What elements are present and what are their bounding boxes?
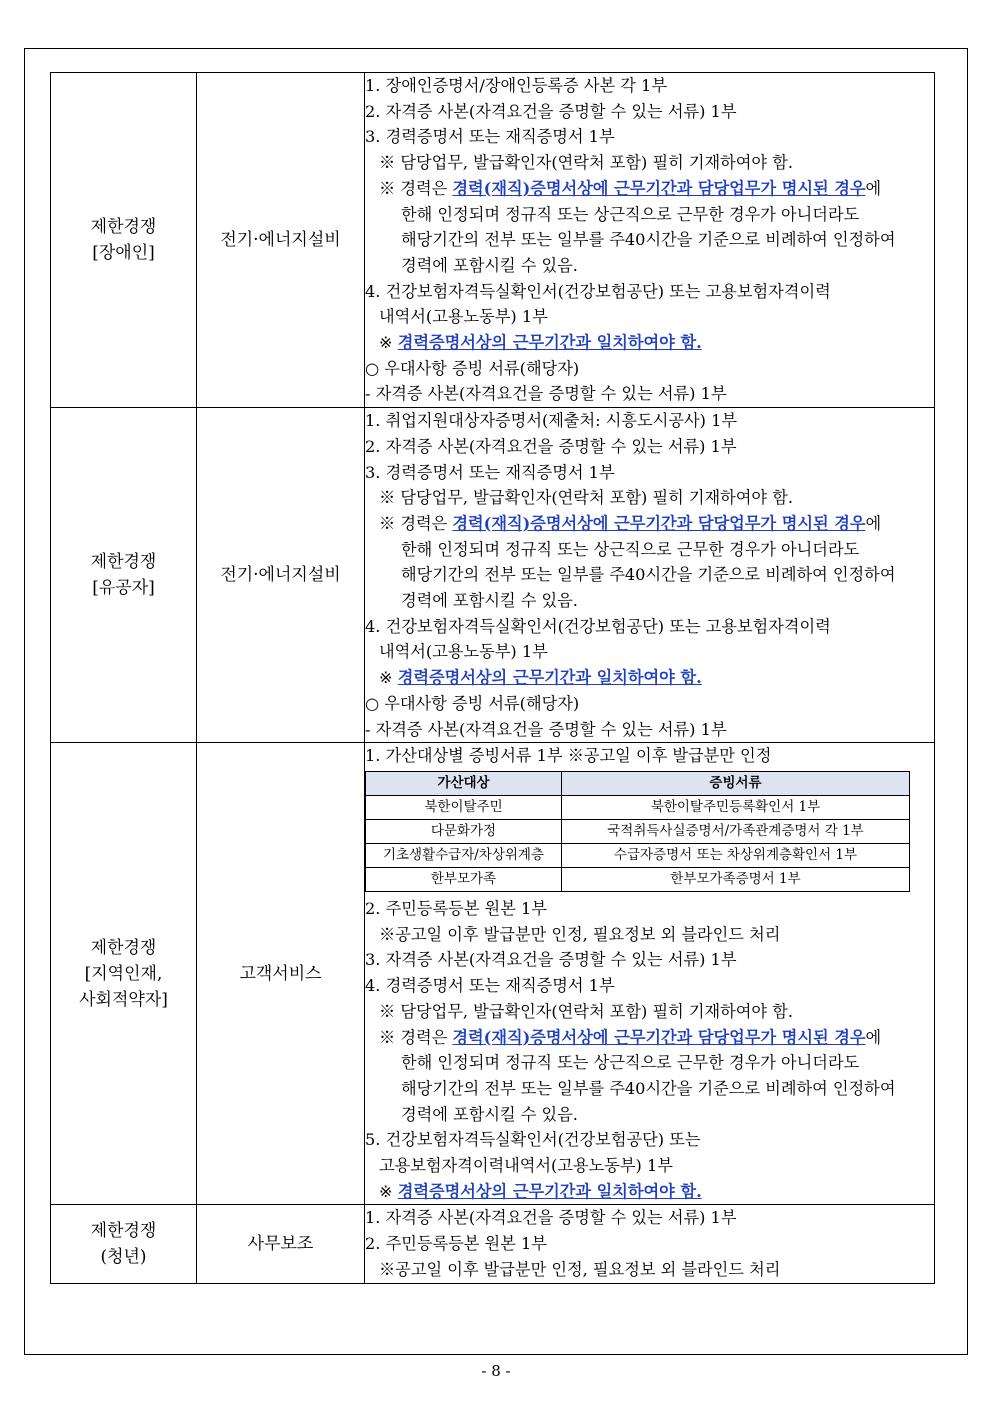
category-cell bbox=[51, 1205, 197, 1283]
note-prefix: ※ bbox=[379, 333, 398, 353]
category-label-line: [장애인] bbox=[92, 243, 155, 264]
highlighted-note: 경력증명서상의 근무기간과 일치하여야 함. bbox=[397, 668, 702, 688]
category-label-line: 제한경쟁 bbox=[90, 937, 157, 958]
table-row bbox=[51, 408, 935, 743]
requirement-line: - 자격증 사본(자격요건을 증명할 수 있는 서류) 1부 bbox=[365, 384, 727, 404]
requirement-line: - 자격증 사본(자격요건을 증명할 수 있는 서류) 1부 bbox=[365, 719, 727, 739]
requirement-line: 1. 자격증 사본(자격요건을 증명할 수 있는 서류) 1부 bbox=[365, 1208, 737, 1228]
requirement-line bbox=[365, 1179, 934, 1205]
bonus-table-row bbox=[366, 867, 910, 891]
category-label-line: (청년) bbox=[100, 1246, 147, 1267]
requirement-line: 2. 주민등록등본 원본 1부 bbox=[365, 898, 547, 918]
requirement-line: 4. 경력증명서 또는 재직증명서 1부 bbox=[365, 976, 615, 996]
requirement-line: ○ 우대사항 증빙 서류(해당자) bbox=[365, 358, 580, 378]
field-cell bbox=[197, 73, 365, 408]
requirement-line: 경력에 포함시킬 수 있음. bbox=[401, 591, 578, 611]
bonus-table-row bbox=[366, 843, 910, 867]
field-cell bbox=[197, 408, 365, 743]
highlighted-note: 경력(재직)증명서상에 근무기간과 담당업무가 명시된 경우 bbox=[452, 178, 866, 198]
requirement-line: ○ 우대사항 증빙 서류(해당자) bbox=[365, 693, 580, 713]
requirement-line: 경력에 포함시킬 수 있음. bbox=[401, 1104, 578, 1124]
note-prefix: ※ bbox=[379, 1181, 398, 1201]
note-prefix: ※ bbox=[379, 668, 398, 688]
requirement-line: 1. 가산대상별 증빙서류 1부 ※공고일 이후 발급분만 인정 bbox=[365, 746, 772, 766]
requirement-line: 5. 건강보험자격득실확인서(건강보험공단) 또는 bbox=[365, 1130, 701, 1150]
bonus-table-row bbox=[366, 795, 910, 819]
category-label-line: [지역인재, bbox=[84, 963, 163, 984]
requirements-table-body bbox=[51, 73, 935, 1284]
field-cell bbox=[197, 743, 365, 1205]
requirement-line: 4. 건강보험자격득실확인서(건강보험공단) 또는 고용보험자격이력 bbox=[365, 616, 831, 636]
requirement-line: 3. 경력증명서 또는 재직증명서 1부 bbox=[365, 127, 615, 147]
highlighted-note: 경력(재직)증명서상에 근무기간과 담당업무가 명시된 경우 bbox=[452, 513, 866, 533]
bonus-table-cell: 수급자증명서 또는 차상위계층확인서 1부 bbox=[562, 843, 910, 867]
requirement-line bbox=[365, 1025, 934, 1051]
bonus-table-cell: 북한이탈주민 bbox=[366, 795, 562, 819]
requirement-line: 3. 경력증명서 또는 재직증명서 1부 bbox=[365, 462, 615, 482]
category-label-line: 제한경쟁 bbox=[90, 552, 157, 573]
table-row bbox=[51, 1205, 935, 1283]
field-label: 전기·에너지설비 bbox=[220, 565, 341, 586]
category-label-line: 사회적약자] bbox=[79, 989, 168, 1010]
requirement-line: 해당기간의 전부 또는 일부를 주40시간을 기준으로 비례하여 인정하여 bbox=[401, 1078, 896, 1098]
category-cell bbox=[51, 73, 197, 408]
category-label-line: 제한경쟁 bbox=[90, 217, 157, 238]
bonus-table-cell: 국적취득사실증명서/가족관계증명서 각 1부 bbox=[562, 819, 910, 843]
requirement-line: 내역서(고용노동부) 1부 bbox=[379, 642, 548, 662]
requirement-line: 2. 주민등록등본 원본 1부 bbox=[365, 1234, 547, 1254]
category-cell bbox=[51, 743, 197, 1205]
requirement-line: 고용보험자격이력내역서(고용노동부) 1부 bbox=[379, 1156, 673, 1176]
bonus-table-header-cell: 증빙서류 bbox=[562, 771, 910, 795]
bonus-table-row bbox=[366, 819, 910, 843]
requirement-line: 내역서(고용노동부) 1부 bbox=[379, 307, 548, 327]
requirement-line: ※ 담당업무, 발급확인자(연락처 포함) 필히 기재하여야 함. bbox=[379, 153, 793, 173]
table-row bbox=[51, 743, 935, 1205]
bonus-table-cell: 한부모가족증명서 1부 bbox=[562, 867, 910, 891]
note-prefix: ※ 경력은 bbox=[379, 513, 453, 533]
requirement-line: 2. 자격증 사본(자격요건을 증명할 수 있는 서류) 1부 bbox=[365, 436, 737, 456]
requirement-line bbox=[365, 511, 934, 537]
requirement-line: ※공고일 이후 발급분만 인정, 필요정보 외 블라인드 처리 bbox=[379, 924, 781, 944]
table-row bbox=[51, 73, 935, 408]
requirement-line: 4. 건강보험자격득실확인서(건강보험공단) 또는 고용보험자격이력 bbox=[365, 281, 831, 301]
requirements-cell bbox=[365, 73, 935, 408]
requirement-line: ※ 담당업무, 발급확인자(연락처 포함) 필히 기재하여야 함. bbox=[379, 1001, 793, 1021]
note-suffix: 에 bbox=[865, 178, 882, 198]
requirement-line: 경력에 포함시킬 수 있음. bbox=[401, 255, 578, 275]
bonus-table-cell: 북한이탈주민등록확인서 1부 bbox=[562, 795, 910, 819]
note-suffix: 에 bbox=[865, 513, 882, 533]
requirement-line: 1. 장애인증명서/장애인등록증 사본 각 1부 bbox=[365, 76, 667, 95]
requirements-cell bbox=[365, 1205, 935, 1283]
bonus-table-header-row bbox=[366, 771, 910, 795]
requirement-line: 3. 자격증 사본(자격요건을 증명할 수 있는 서류) 1부 bbox=[365, 950, 737, 970]
requirement-line: 2. 자격증 사본(자격요건을 증명할 수 있는 서류) 1부 bbox=[365, 101, 737, 121]
highlighted-note: 경력증명서상의 근무기간과 일치하여야 함. bbox=[397, 333, 702, 353]
bonus-table-cell: 기초생활수급자/차상위계층 bbox=[366, 843, 562, 867]
bonus-table-cell: 한부모가족 bbox=[366, 867, 562, 891]
page-number: - 8 - bbox=[481, 1362, 511, 1380]
field-label: 고객서비스 bbox=[239, 963, 322, 984]
requirement-line: 한해 인정되며 정규직 또는 상근직으로 근무한 경우가 아니더라도 bbox=[401, 1053, 860, 1073]
category-cell bbox=[51, 408, 197, 743]
note-suffix: 에 bbox=[865, 1027, 882, 1047]
category-label-line: 제한경쟁 bbox=[90, 1220, 157, 1241]
requirement-line: 해당기간의 전부 또는 일부를 주40시간을 기준으로 비례하여 인정하여 bbox=[401, 230, 896, 250]
requirement-line: 한해 인정되며 정규직 또는 상근직으로 근무한 경우가 아니더라도 bbox=[401, 539, 860, 559]
requirement-line bbox=[365, 665, 934, 691]
field-label: 사무보조 bbox=[247, 1233, 314, 1254]
requirements-cell bbox=[365, 408, 935, 743]
bonus-table-header-cell: 가산대상 bbox=[366, 771, 562, 795]
note-prefix: ※ 경력은 bbox=[379, 1027, 453, 1047]
requirement-line bbox=[365, 176, 934, 202]
requirement-line: 1. 취업지원대상자증명서(제출처: 시흥도시공사) 1부 bbox=[365, 411, 738, 431]
field-label: 전기·에너지설비 bbox=[220, 230, 341, 251]
requirement-line: ※ 담당업무, 발급확인자(연락처 포함) 필히 기재하여야 함. bbox=[379, 488, 793, 508]
requirement-line: 한해 인정되며 정규직 또는 상근직으로 근무한 경우가 아니더라도 bbox=[401, 204, 860, 224]
highlighted-note: 경력(재직)증명서상에 근무기간과 담당업무가 명시된 경우 bbox=[452, 1027, 866, 1047]
requirements-table bbox=[50, 72, 935, 1284]
requirements-cell bbox=[365, 743, 935, 1205]
bonus-proof-table bbox=[365, 771, 910, 892]
highlighted-note: 경력증명서상의 근무기간과 일치하여야 함. bbox=[397, 1181, 702, 1201]
requirement-line: 해당기간의 전부 또는 일부를 주40시간을 기준으로 비례하여 인정하여 bbox=[401, 565, 896, 585]
field-cell bbox=[197, 1205, 365, 1283]
requirement-line bbox=[365, 330, 934, 356]
requirement-line: ※공고일 이후 발급분만 인정, 필요정보 외 블라인드 처리 bbox=[379, 1259, 781, 1279]
note-prefix: ※ 경력은 bbox=[379, 178, 453, 198]
category-label-line: [유공자] bbox=[92, 578, 155, 599]
bonus-table-cell: 다문화가정 bbox=[366, 819, 562, 843]
